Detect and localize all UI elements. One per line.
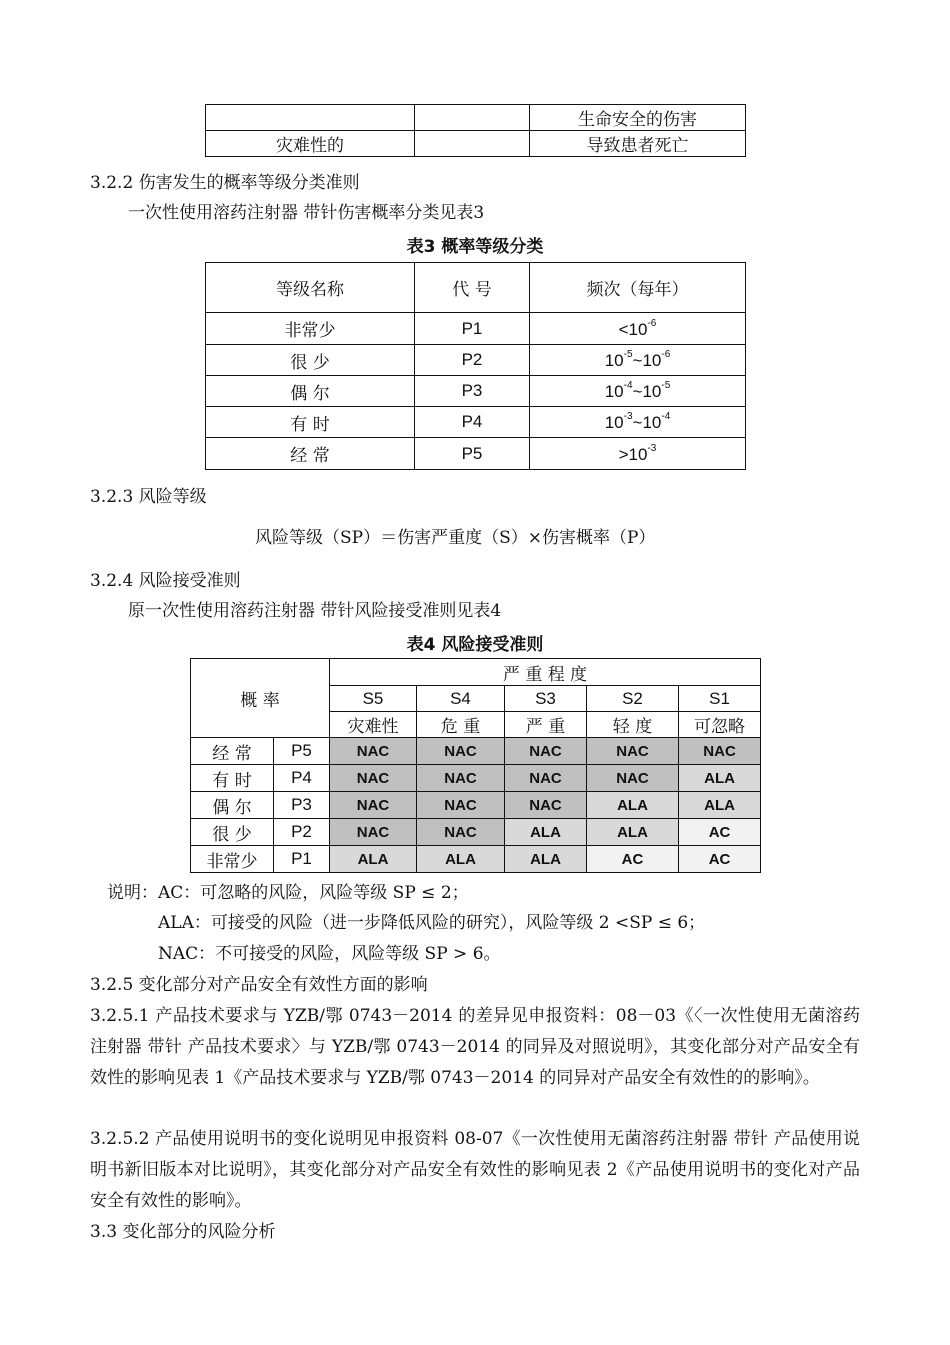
risk-cell: NAC [417, 792, 505, 819]
severity-code: S5 [330, 686, 417, 712]
table-cell: 导致患者死亡 [530, 131, 746, 157]
table-row [206, 438, 746, 470]
paragraph-3-2-5-1: 3.2.5.1 产品技术要求与 YZB/鄂 0743－2014 的差异见申报资料：08－03《〈一次性使用无菌溶药注射器 带针 产品技术要求〉与 YZB/鄂 0743－2014 的同异及对照说明》，其变化部分对产品安全有效性的影响见表 1《产品技术要求与 YZB/鄂 0743－2014 的同异对产品安全有效性的的影响》。 [90, 1006, 860, 1088]
risk-cell: NAC [679, 738, 761, 765]
section-heading-3-2-2: 3.2.2 伤害发生的概率等级分类准则 [90, 173, 360, 193]
table-cell: 生命安全的伤害 [530, 105, 746, 131]
table4-caption: 表4 风险接受准则 [406, 635, 544, 655]
probability-name: 经 常 [191, 738, 274, 765]
table-row [191, 738, 761, 765]
section-text-3-2-4: 原一次性使用溶药注射器 带针风险接受准则见表4 [128, 601, 502, 621]
risk-cell: AC [679, 846, 761, 873]
level-code: P1 [415, 313, 530, 345]
level-frequency: $>10^{-3}$ [530, 438, 746, 470]
table-row [206, 345, 746, 376]
level-name: 经 常 [206, 438, 415, 470]
risk-cell: NAC [417, 738, 505, 765]
risk-cell: ALA [505, 819, 587, 846]
section-heading-3-2-3: 3.2.3 风险等级 [90, 487, 207, 507]
probability-code: P5 [274, 738, 330, 765]
paragraph-3-2-5-2: 3.2.5.2 产品使用说明书的变化说明见申报资料 08-07《一次性使用无菌溶药注射器 带针 产品使用说明书新旧版本对比说明》，其变化部分对产品安全有效性的影响见表 2《产品使用说明书的变化对产品安全有效性的影响》。 [90, 1129, 860, 1211]
severity-name: 轻 度 [587, 712, 679, 738]
section-heading-3-2-5: 3.2.5 变化部分对产品安全有效性方面的影响 [90, 975, 428, 995]
probability-code: P2 [274, 819, 330, 846]
section-text-3-2-2: 一次性使用溶药注射器 带针伤害概率分类见表3 [128, 203, 485, 223]
probability-code: P1 [274, 846, 330, 873]
risk-cell: NAC [417, 819, 505, 846]
column-header: 代 号 [415, 263, 530, 313]
probability-code: P3 [274, 792, 330, 819]
risk-cell: NAC [505, 765, 587, 792]
level-code: P5 [415, 438, 530, 470]
risk-cell: NAC [505, 738, 587, 765]
level-frequency: $10^{-4}\sim 10^{-5}$ [530, 376, 746, 407]
table3-caption: 表3 概率等级分类 [406, 237, 544, 257]
note-ala: ALA：可接受的风险（进一步降低风险的研究），风险等级 2 <SP ≤ 6； [158, 913, 706, 933]
risk-cell: NAC [330, 765, 417, 792]
risk-cell: ALA [679, 765, 761, 792]
probability-code: P4 [274, 765, 330, 792]
risk-cell: NAC [330, 792, 417, 819]
level-frequency: $10^{-5}\sim 10^{-6}$ [530, 345, 746, 376]
level-name: 偶 尔 [206, 376, 415, 407]
table-row [206, 105, 746, 131]
table-row [191, 846, 761, 873]
risk-cell: NAC [587, 765, 679, 792]
severity-code: S2 [587, 686, 679, 712]
probability-name: 很 少 [191, 819, 274, 846]
table-row [206, 376, 746, 407]
severity-table-tail [205, 104, 746, 157]
severity-code: S1 [679, 686, 761, 712]
table-header-row [206, 263, 746, 313]
level-code: P3 [415, 376, 530, 407]
severity-name: 可忽略 [679, 712, 761, 738]
section-heading-3-3: 3.3 变化部分的风险分析 [90, 1222, 276, 1242]
table-cell [206, 105, 415, 131]
table-row [206, 407, 746, 438]
probability-header: 概 率 [191, 659, 330, 738]
risk-cell: ALA [679, 792, 761, 819]
severity-code: S4 [417, 686, 505, 712]
risk-cell: ALA [330, 846, 417, 873]
probability-name: 偶 尔 [191, 792, 274, 819]
table-cell [415, 105, 530, 131]
level-frequency: $10^{-3}\sim 10^{-4}$ [530, 407, 746, 438]
table-row [206, 313, 746, 345]
level-code: P2 [415, 345, 530, 376]
column-header: 等级名称 [206, 263, 415, 313]
table-header-row [191, 659, 761, 686]
table-cell [415, 131, 530, 157]
table-cell: 灾难性的 [206, 131, 415, 157]
level-code: P4 [415, 407, 530, 438]
risk-cell: ALA [505, 846, 587, 873]
risk-cell: NAC [417, 765, 505, 792]
level-frequency: $<10^{-6}$ [530, 313, 746, 345]
risk-cell: NAC [330, 738, 417, 765]
risk-cell: AC [679, 819, 761, 846]
risk-cell: ALA [587, 819, 679, 846]
table-row [191, 792, 761, 819]
note-nac: NAC：不可接受的风险，风险等级 SP > 6。 [158, 944, 501, 964]
risk-acceptance-table [190, 658, 761, 873]
risk-cell: ALA [417, 846, 505, 873]
risk-cell: NAC [330, 819, 417, 846]
severity-code: S3 [505, 686, 587, 712]
level-name: 非常少 [206, 313, 415, 345]
severity-name: 严 重 [505, 712, 587, 738]
probability-name: 有 时 [191, 765, 274, 792]
risk-cell: AC [587, 846, 679, 873]
table-row [191, 819, 761, 846]
table-row [191, 765, 761, 792]
table-row [206, 131, 746, 157]
level-name: 有 时 [206, 407, 415, 438]
severity-name: 灾难性 [330, 712, 417, 738]
probability-table [205, 262, 746, 470]
probability-name: 非常少 [191, 846, 274, 873]
level-name: 很 少 [206, 345, 415, 376]
severity-header: 严 重 程 度 [330, 659, 761, 686]
risk-cell: ALA [587, 792, 679, 819]
severity-name: 危 重 [417, 712, 505, 738]
column-header: 频次（每年） [530, 263, 746, 313]
note-ac: 说明：AC：可忽略的风险，风险等级 SP ≤ 2； [107, 883, 469, 903]
risk-cell: NAC [587, 738, 679, 765]
section-heading-3-2-4: 3.2.4 风险接受准则 [90, 571, 241, 591]
risk-formula: 风险等级（SP）＝伤害严重度（S）×伤害概率（P） [255, 528, 656, 548]
risk-cell: NAC [505, 792, 587, 819]
